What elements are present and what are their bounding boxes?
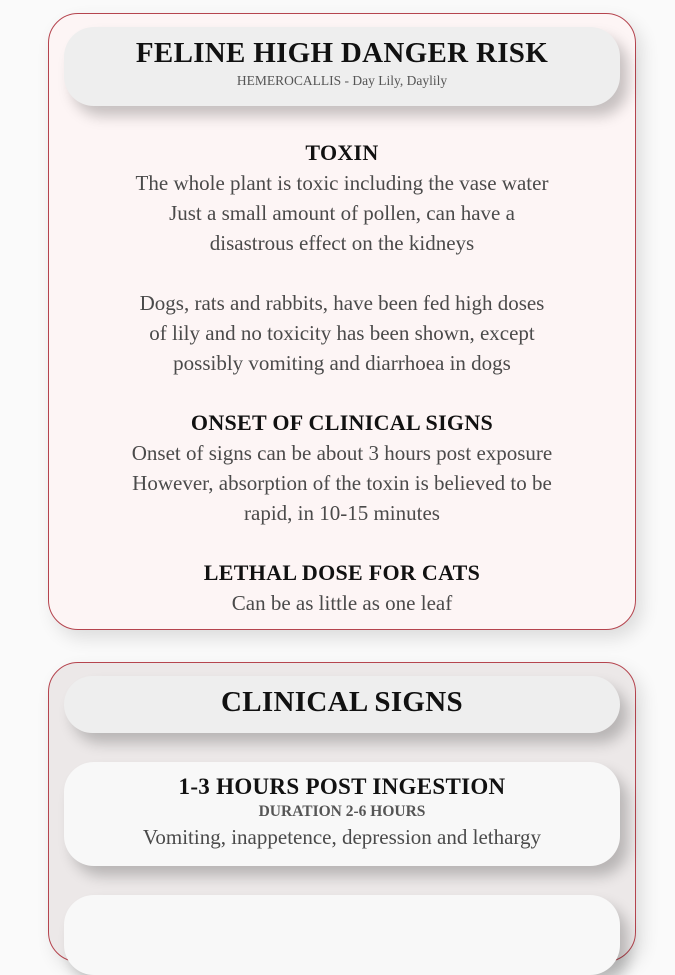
text-line: Can be as little as one leaf: [231, 591, 453, 615]
text-line: Just a small amount of pollen, can have a: [169, 201, 515, 225]
info-body: [49, 138, 635, 618]
danger-title: FELINE HIGH DANGER RISK: [135, 37, 549, 69]
clinical-signs-title: CLINICAL SIGNS: [221, 686, 463, 718]
text-line: rapid, in 10-15 minutes: [244, 501, 440, 525]
card-header: [64, 676, 620, 733]
section-heading: LETHAL DOSE FOR CATS: [203, 560, 481, 585]
stage-item: [64, 762, 620, 866]
toxicity-info-card: [48, 13, 636, 630]
stage-text: Vomiting, inappetence, depression and lethargy: [142, 825, 542, 849]
stage-duration: DURATION 2-6 HOURS: [258, 803, 426, 820]
text-line: of lily and no toxicity has been shown, except: [149, 321, 535, 345]
text-line: The whole plant is toxic including the vase water: [135, 171, 549, 195]
section-heading: TOXIN: [305, 140, 379, 165]
text-line: Onset of signs can be about 3 hours post exposure: [131, 441, 553, 465]
text-line: However, absorption of the toxin is believed to be: [132, 471, 552, 495]
text-line: possibly vomiting and diarrhoea in dogs: [173, 351, 511, 375]
text-line: Dogs, rats and rabbits, have been fed high doses: [139, 291, 545, 315]
section-heading: ONSET OF CLINICAL SIGNS: [190, 410, 494, 435]
text-line: disastrous effect on the kidneys: [209, 231, 475, 255]
card-header: [64, 27, 620, 106]
clinical-signs-card: [48, 662, 636, 962]
stage-heading: 1-3 HOURS POST INGESTION: [178, 774, 506, 799]
plant-name: HEMEROCALLIS - Day Lily, Daylily: [236, 73, 448, 88]
stage-item-next: [64, 895, 620, 975]
